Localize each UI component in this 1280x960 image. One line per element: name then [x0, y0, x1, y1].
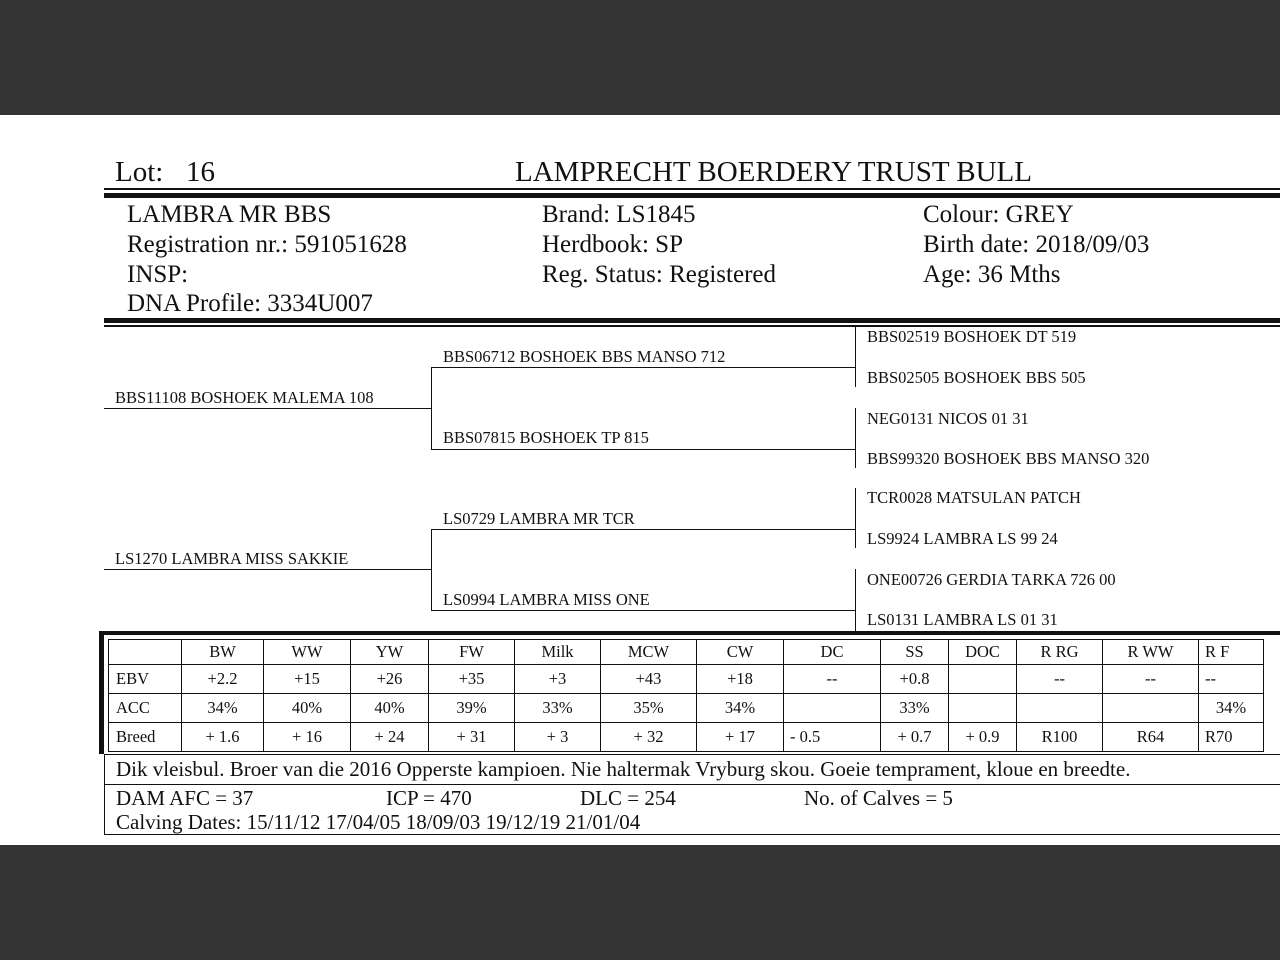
dam-dam-line — [431, 610, 856, 611]
notes-rule-top — [104, 754, 1280, 755]
catalogue-page — [0, 115, 1280, 845]
table-cell: +3 — [515, 665, 601, 694]
dam-dlc: DLC = 254 — [580, 786, 676, 810]
page-title: LAMPRECHT BOERDERY TRUST BULL — [515, 156, 1032, 188]
ebv-frame-left — [99, 631, 104, 754]
table-cell: + 0.9 — [949, 723, 1017, 752]
table-cell: R64 — [1103, 723, 1199, 752]
ebv-header-cell: WW — [264, 640, 351, 665]
pedigree-sire: BBS11108 BOSHOEK MALEMA 108 — [115, 388, 374, 407]
sire-line — [104, 408, 431, 409]
table-cell: +43 — [601, 665, 697, 694]
table-cell: + 24 — [351, 723, 429, 752]
row-label: EBV — [109, 665, 182, 694]
ebv-table — [108, 639, 1264, 752]
ebv-header-cell: R F — [1199, 640, 1264, 665]
header-rule-thin — [104, 188, 1280, 190]
dam-sire-line — [431, 529, 856, 530]
table-cell: 40% — [264, 694, 351, 723]
table-cell: -- — [1103, 665, 1199, 694]
table-cell: 34% — [182, 694, 264, 723]
herdbook-field: Herdbook: SP — [542, 231, 683, 258]
bottom-dark-band — [0, 845, 1280, 960]
ebv-header-row — [109, 640, 1264, 665]
table-cell: -- — [784, 665, 881, 694]
table-cell: 33% — [881, 694, 949, 723]
dam-line — [104, 569, 431, 570]
pedigree-ggp-6: LS9924 LAMBRA LS 99 24 — [867, 529, 1058, 548]
pedigree-sire-dam: BBS07815 BOSHOEK TP 815 — [443, 428, 649, 447]
table-cell — [1103, 694, 1199, 723]
ebv-header-cell — [109, 640, 182, 665]
table-cell — [1017, 694, 1103, 723]
table-cell: 34% — [697, 694, 784, 723]
dam-calves: No. of Calves = 5 — [804, 786, 953, 810]
ggp-bracket-4 — [855, 569, 856, 631]
age-field: Age: 36 Mths — [923, 261, 1061, 288]
ggp-bracket-2 — [855, 408, 856, 468]
table-cell: +26 — [351, 665, 429, 694]
table-cell: + 3 — [515, 723, 601, 752]
table-cell: 40% — [351, 694, 429, 723]
table-cell: R70 — [1199, 723, 1264, 752]
insp-field: INSP: — [127, 261, 189, 288]
ggp-bracket-1 — [855, 327, 856, 387]
dna-profile: DNA Profile: 3334U007 — [127, 290, 373, 317]
breed-row — [109, 723, 1264, 752]
sire-sire-line — [431, 367, 856, 368]
ebv-header-cell: DC — [784, 640, 881, 665]
dam-rule-bottom — [104, 834, 1280, 835]
table-cell: - 0.5 — [784, 723, 881, 752]
table-cell — [949, 665, 1017, 694]
ebv-header-cell: DOC — [949, 640, 1017, 665]
lot-notes: Dik vleisbul. Broer van die 2016 Opperste kampioen. Nie haltermak Vryburg skou. Goeie temprament, kloue en breedte. — [116, 757, 1131, 781]
info-rule-thick — [104, 318, 1280, 323]
notes-rule-bottom — [104, 784, 1280, 785]
reg-status-field: Reg. Status: Registered — [542, 261, 776, 288]
ebv-header-cell: CW — [697, 640, 784, 665]
registration-number: Registration nr.: 591051628 — [127, 231, 407, 258]
info-rule-thin — [104, 325, 1280, 327]
header-rule-thick — [104, 193, 1280, 198]
lot-number: 16 — [186, 156, 215, 188]
calving-dates: Calving Dates: 15/11/12 17/04/05 18/09/03 19/12/19 21/01/04 — [116, 810, 641, 834]
dam-icp: ICP = 470 — [386, 786, 472, 810]
table-cell: + 0.7 — [881, 723, 949, 752]
lot-label: Lot: — [115, 156, 164, 188]
dam-bracket — [431, 529, 432, 611]
table-cell: + 16 — [264, 723, 351, 752]
ebv-header-cell: MCW — [601, 640, 697, 665]
ggp-bracket-3 — [855, 488, 856, 548]
table-cell — [784, 694, 881, 723]
pedigree-ggp-8: LS0131 LAMBRA LS 01 31 — [867, 610, 1058, 629]
pedigree-ggp-2: BBS02505 BOSHOEK BBS 505 — [867, 368, 1086, 387]
ebv-header-cell: BW — [182, 640, 264, 665]
ebv-header-cell: R WW — [1103, 640, 1199, 665]
notes-frame-left — [104, 754, 105, 835]
table-cell: 34% — [1199, 694, 1264, 723]
top-dark-band — [0, 0, 1280, 115]
brand-field: Brand: LS1845 — [542, 201, 696, 228]
table-cell: + 1.6 — [182, 723, 264, 752]
pedigree-dam-sire: LS0729 LAMBRA MR TCR — [443, 509, 635, 528]
table-cell: + 32 — [601, 723, 697, 752]
ebv-row — [109, 665, 1264, 694]
row-label: ACC — [109, 694, 182, 723]
ebv-header-cell: R RG — [1017, 640, 1103, 665]
pedigree-ggp-5: TCR0028 MATSULAN PATCH — [867, 488, 1081, 507]
pedigree-ggp-1: BBS02519 BOSHOEK DT 519 — [867, 327, 1077, 346]
birth-date-field: Birth date: 2018/09/03 — [923, 231, 1150, 258]
ebv-header-cell: SS — [881, 640, 949, 665]
table-cell: + 17 — [697, 723, 784, 752]
table-cell: 33% — [515, 694, 601, 723]
ebv-header-cell: YW — [351, 640, 429, 665]
pedigree-dam: LS1270 LAMBRA MISS SAKKIE — [115, 549, 349, 568]
ebv-rule-top — [99, 631, 1280, 635]
table-cell: R100 — [1017, 723, 1103, 752]
table-cell: +0.8 — [881, 665, 949, 694]
table-cell: +35 — [429, 665, 515, 694]
table-cell: -- — [1017, 665, 1103, 694]
table-cell — [949, 694, 1017, 723]
sire-dam-line — [431, 449, 856, 450]
table-cell: +2.2 — [182, 665, 264, 694]
table-cell: 35% — [601, 694, 697, 723]
ebv-header-cell: Milk — [515, 640, 601, 665]
table-cell: + 31 — [429, 723, 515, 752]
table-cell: +18 — [697, 665, 784, 694]
pedigree-dam-dam: LS0994 LAMBRA MISS ONE — [443, 590, 650, 609]
pedigree-ggp-3: NEG0131 NICOS 01 31 — [867, 409, 1029, 428]
sire-bracket — [431, 367, 432, 450]
table-cell: +15 — [264, 665, 351, 694]
colour-field: Colour: GREY — [923, 201, 1074, 228]
pedigree-ggp-4: BBS99320 BOSHOEK BBS MANSO 320 — [867, 449, 1150, 468]
dam-afc: DAM AFC = 37 — [116, 786, 254, 810]
pedigree-sire-sire: BBS06712 BOSHOEK BBS MANSO 712 — [443, 347, 726, 366]
animal-name: LAMBRA MR BBS — [127, 201, 332, 228]
table-cell: -- — [1199, 665, 1264, 694]
pedigree-ggp-7: ONE00726 GERDIA TARKA 726 00 — [867, 570, 1116, 589]
ebv-header-cell: FW — [429, 640, 515, 665]
table-cell: 39% — [429, 694, 515, 723]
acc-row — [109, 694, 1264, 723]
row-label: Breed — [109, 723, 182, 752]
